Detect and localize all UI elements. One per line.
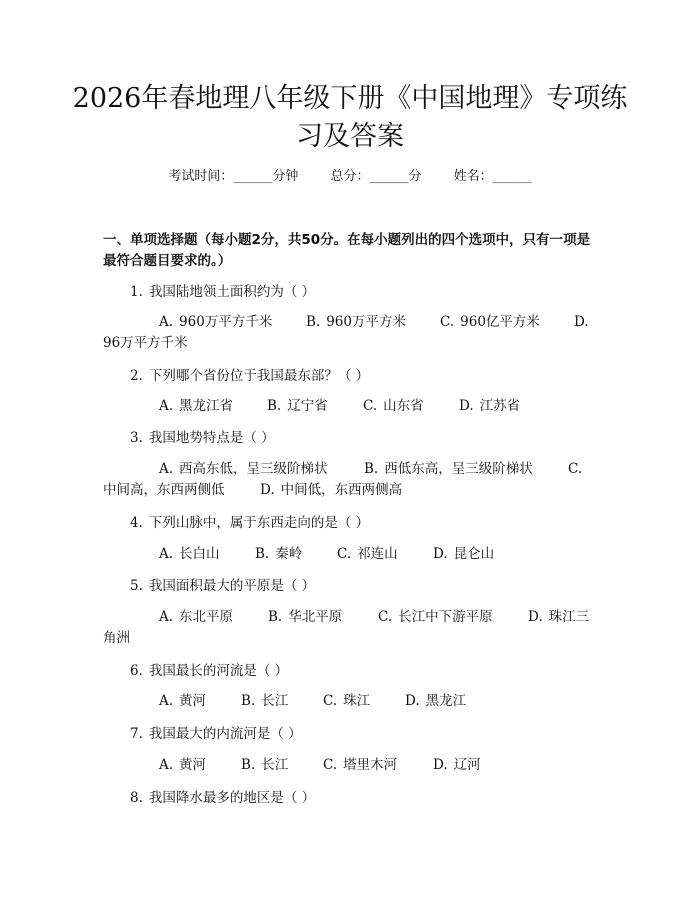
section-heading: 一、单项选择题（每小题2分，共50分。在每小题列出的四个选项中，只有一项是最符合题目要求的。） [103,232,591,269]
question-4-options [103,544,593,565]
exam-time-field: 考试时间：______分钟 [168,169,299,184]
option-b: B. 辽宁省 [267,398,328,414]
option-d: D. 黑龙江 [405,693,467,709]
option-d: D. 辽河 [433,757,481,773]
option-d-text: 96万平方千米 [103,335,188,351]
question-3-options [103,459,593,501]
option-c: C. 塔里木河 [323,757,398,773]
question-6: 6. 我国最长的河流是（ ） [130,663,289,679]
option-b: B. 长江 [241,757,289,773]
question-number: 1. [130,284,143,300]
option-d: D. 昆仑山 [433,546,495,562]
option-a: A. 黄河 [159,693,207,709]
option-b: B. 长江 [241,693,289,709]
option-d: D. [260,482,275,498]
option-a: A. 黄河 [159,757,207,773]
option-d: D. 江苏省 [459,398,521,414]
option-a: A. 960万平方千米 [159,314,273,330]
option-c: C. 珠江 [323,693,371,709]
option-b: B. 华北平原 [268,609,343,625]
question-4: 4. 下列山脉中，属于东西走向的是（ ） [130,515,370,531]
question-2-options [103,396,593,417]
option-c: C. 祁连山 [337,546,398,562]
question-text: 我国陆地领土面积约为（ ） [148,284,316,300]
option-d: D. 珠江三 [528,609,590,625]
option-c: C. [568,461,583,477]
exam-meta [0,168,700,186]
option-d: D. [574,314,589,330]
option-a: A. 长白山 [159,546,220,562]
question-1-options [103,312,593,354]
question-8: 8. 我国降水最多的地区是（ ） [130,790,316,806]
question-6-options [103,691,593,712]
question-1 [130,282,315,302]
question-5: 5. 我国面积最大的平原是（ ） [130,578,316,594]
option-a: A. 西高东低，呈三级阶梯状 [159,461,328,477]
option-d-text: 角洲 [103,630,130,646]
total-score-field: 总分：______分 [330,169,422,184]
question-3: 3. 我国地势特点是（ ） [130,430,275,446]
question-5-options [103,607,593,649]
question-2: 2. 下列哪个省份位于我国最东部？（ ） [130,368,370,384]
option-b: B. 960万平方米 [306,314,406,330]
student-name-field: 姓名：______ [453,169,532,184]
question-7: 7. 我国最大的内流河是（ ） [130,726,302,742]
question-7-options [103,755,593,776]
option-b: B. 秦岭 [255,546,303,562]
option-c: C. 960亿平方米 [440,314,540,330]
option-c-text-and-d: 中间高，东西两侧低 D. 中间低，东西两侧高 [103,482,403,498]
document-title: 2026年春地理八年级下册《中国地理》专项练习及答案 [72,83,628,152]
option-c: C. 长江中下游平原 [378,609,493,625]
option-a: A. 黑龙江省 [159,398,234,414]
option-a: A. 东北平原 [159,609,234,625]
option-c: C. 山东省 [363,398,424,414]
option-b: B. 西低东高，呈三级阶梯状 [364,461,533,477]
